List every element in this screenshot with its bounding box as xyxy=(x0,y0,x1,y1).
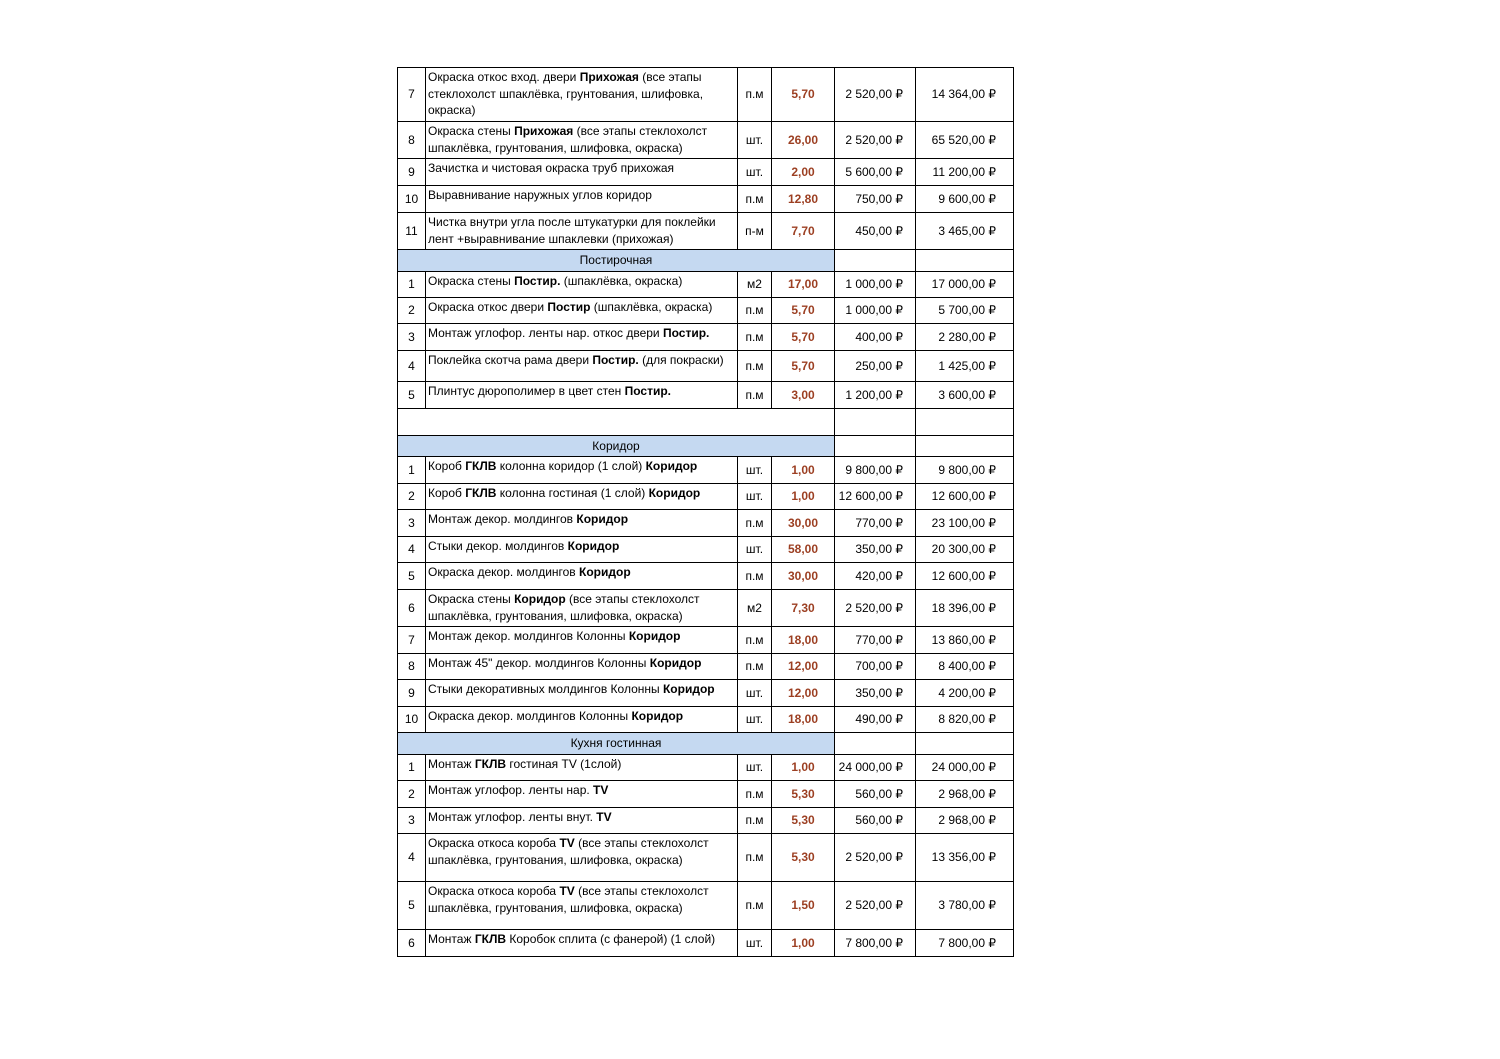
row-number: 1 xyxy=(398,457,426,484)
room-name: Прихожая xyxy=(579,70,639,84)
table-row xyxy=(398,680,1014,707)
description-text: (для покраски) xyxy=(638,353,724,367)
work-description xyxy=(426,755,738,781)
work-description xyxy=(426,654,738,680)
work-description xyxy=(426,834,738,882)
row-number: 2 xyxy=(398,484,426,510)
row-number: 4 xyxy=(398,351,426,382)
unit-cell: м2 xyxy=(738,272,772,298)
room-name: Постир xyxy=(547,300,591,314)
description-text: (шпаклёвка, окраска) xyxy=(590,300,713,314)
table-row xyxy=(398,930,1014,957)
row-number: 7 xyxy=(398,627,426,654)
blank-row xyxy=(398,409,1014,436)
price-cell: 560,00 ₽ xyxy=(835,808,916,834)
unit-cell: шт. xyxy=(738,755,772,781)
quantity-cell: 58,00 xyxy=(772,537,835,563)
row-number: 8 xyxy=(398,122,426,159)
work-description xyxy=(426,707,738,733)
description-text: гостиная TV (1слой) xyxy=(506,757,622,771)
row-number: 9 xyxy=(398,680,426,707)
room-name: Коридор xyxy=(576,512,629,526)
total-cell: 20 300,00 ₽ xyxy=(916,537,1014,563)
table-row xyxy=(398,298,1014,324)
row-number: 5 xyxy=(398,382,426,409)
room-name: Постир. xyxy=(624,384,671,398)
work-description xyxy=(426,213,738,250)
price-cell: 250,00 ₽ xyxy=(835,351,916,382)
table-row xyxy=(398,213,1014,250)
unit-cell: п-м xyxy=(738,213,772,250)
total-cell: 11 200,00 ₽ xyxy=(916,159,1014,186)
row-number: 7 xyxy=(398,68,426,122)
room-name: Коридор xyxy=(631,709,684,723)
room-name: Коридор xyxy=(662,682,715,696)
quantity-cell: 18,00 xyxy=(772,627,835,654)
description-text: Окраска стены xyxy=(428,274,515,288)
total-cell: 65 520,00 ₽ xyxy=(916,122,1014,159)
unit-cell: п.м xyxy=(738,68,772,122)
table-row xyxy=(398,324,1014,351)
description-text: Окраска стены xyxy=(428,124,515,138)
table-row xyxy=(398,755,1014,781)
work-description xyxy=(426,351,738,382)
description-text: Монтаж xyxy=(428,757,475,771)
table-row xyxy=(398,834,1014,882)
room-name: Коридор xyxy=(645,459,698,473)
table-row xyxy=(398,351,1014,382)
price-cell: 1 000,00 ₽ xyxy=(835,298,916,324)
row-number: 11 xyxy=(398,213,426,250)
total-cell: 12 600,00 ₽ xyxy=(916,484,1014,510)
estimate-rows xyxy=(398,68,1014,957)
work-description xyxy=(426,324,738,351)
estimate-table xyxy=(397,67,1014,957)
unit-cell: п.м xyxy=(738,510,772,537)
table-row xyxy=(398,382,1014,409)
price-cell: 770,00 ₽ xyxy=(835,510,916,537)
empty-cell xyxy=(835,436,916,457)
room-name: Прихожая xyxy=(514,124,574,138)
description-text: Монтаж углофор. ленты нар. откос двери xyxy=(428,326,663,340)
unit-cell: шт. xyxy=(738,930,772,957)
empty-cell xyxy=(916,250,1014,272)
description-text: Стыки декоративных молдингов Колонны xyxy=(428,682,663,696)
description-text: (все этапы стеклохолст шпаклёвка, грунтования, шлифовка, окраска) xyxy=(428,592,700,623)
row-number: 9 xyxy=(398,159,426,186)
total-cell: 9 600,00 ₽ xyxy=(916,186,1014,213)
room-name: TV xyxy=(559,884,575,898)
work-description xyxy=(426,298,738,324)
table-row xyxy=(398,68,1014,122)
quantity-cell: 5,30 xyxy=(772,834,835,882)
quantity-cell: 7,70 xyxy=(772,213,835,250)
description-text: Плинтус дюрополимер в цвет стен xyxy=(428,384,625,398)
price-cell: 450,00 ₽ xyxy=(835,213,916,250)
price-cell: 490,00 ₽ xyxy=(835,707,916,733)
unit-cell: шт. xyxy=(738,707,772,733)
description-text: Монтаж углофор. ленты нар. xyxy=(428,783,594,797)
unit-cell: шт. xyxy=(738,122,772,159)
table-row xyxy=(398,186,1014,213)
total-cell: 24 000,00 ₽ xyxy=(916,755,1014,781)
description-text: Окраска декор. молдингов xyxy=(428,565,580,579)
description-text: Короб xyxy=(428,486,466,500)
quantity-cell: 2,00 xyxy=(772,159,835,186)
total-cell: 8 820,00 ₽ xyxy=(916,707,1014,733)
table-row xyxy=(398,590,1014,627)
empty-cell xyxy=(916,733,1014,755)
description-text: Стыки декор. молдингов xyxy=(428,539,568,553)
section-header-row xyxy=(398,250,1014,272)
total-cell: 9 800,00 ₽ xyxy=(916,457,1014,484)
description-text: Окраска откоса короба xyxy=(428,836,560,850)
description-text: Монтаж 45" декор. молдингов Колонны xyxy=(428,656,650,670)
work-description xyxy=(426,882,738,930)
unit-cell: п.м xyxy=(738,351,772,382)
unit-cell: п.м xyxy=(738,627,772,654)
unit-cell: шт. xyxy=(738,537,772,563)
description-text: (все этапы стеклохолст шпаклёвка, грунтования, шлифовка, окраска) xyxy=(428,70,704,117)
total-cell: 13 860,00 ₽ xyxy=(916,627,1014,654)
unit-cell: шт. xyxy=(738,680,772,707)
section-header-row xyxy=(398,436,1014,457)
quantity-cell: 5,70 xyxy=(772,298,835,324)
work-description xyxy=(426,159,738,186)
row-number: 3 xyxy=(398,324,426,351)
table-row xyxy=(398,457,1014,484)
table-row xyxy=(398,808,1014,834)
quantity-cell: 1,50 xyxy=(772,882,835,930)
work-description xyxy=(426,122,738,159)
row-number: 2 xyxy=(398,298,426,324)
row-number: 1 xyxy=(398,272,426,298)
work-description xyxy=(426,68,738,122)
price-cell: 770,00 ₽ xyxy=(835,627,916,654)
quantity-cell: 5,30 xyxy=(772,781,835,808)
quantity-cell: 7,30 xyxy=(772,590,835,627)
description-text: (все этапы стеклохолст шпаклёвка, грунтования, шлифовка, окраска) xyxy=(428,124,708,155)
table-row xyxy=(398,707,1014,733)
unit-cell: п.м xyxy=(738,834,772,882)
table-row xyxy=(398,627,1014,654)
unit-cell: шт. xyxy=(738,484,772,510)
empty-cell xyxy=(916,409,1014,436)
description-text: Чистка внутри угла после штукатурки для поклейки лент +выравнивание шпаклевки (прихожая) xyxy=(428,215,716,246)
total-cell: 3 780,00 ₽ xyxy=(916,882,1014,930)
price-cell: 9 800,00 ₽ xyxy=(835,457,916,484)
work-description xyxy=(426,781,738,808)
unit-cell: п.м xyxy=(738,808,772,834)
room-name: ГКЛВ xyxy=(465,459,497,473)
row-number: 10 xyxy=(398,707,426,733)
total-cell: 18 396,00 ₽ xyxy=(916,590,1014,627)
unit-cell: м2 xyxy=(738,590,772,627)
total-cell: 3 465,00 ₽ xyxy=(916,213,1014,250)
table-row xyxy=(398,781,1014,808)
price-cell: 1 200,00 ₽ xyxy=(835,382,916,409)
price-cell: 12 600,00 ₽ xyxy=(835,484,916,510)
room-name: Постир. xyxy=(662,326,710,340)
section-header-row xyxy=(398,733,1014,755)
work-description xyxy=(426,680,738,707)
table-row xyxy=(398,510,1014,537)
room-name: TV xyxy=(559,836,575,850)
row-number: 10 xyxy=(398,186,426,213)
quantity-cell: 5,70 xyxy=(772,68,835,122)
room-name: ГКЛВ xyxy=(474,757,507,771)
description-text: Монтаж декор. молдингов Колонны xyxy=(428,629,629,643)
total-cell: 2 968,00 ₽ xyxy=(916,781,1014,808)
unit-cell: п.м xyxy=(738,654,772,680)
unit-cell: п.м xyxy=(738,382,772,409)
description-text: Поклейка скотча рама двери xyxy=(428,353,593,367)
table-row xyxy=(398,654,1014,680)
work-description xyxy=(426,930,738,957)
room-name: Коридор xyxy=(514,592,566,606)
unit-cell: п.м xyxy=(738,324,772,351)
total-cell: 3 600,00 ₽ xyxy=(916,382,1014,409)
row-number: 5 xyxy=(398,882,426,930)
row-number: 1 xyxy=(398,755,426,781)
section-title: Коридор xyxy=(398,436,835,457)
row-number: 6 xyxy=(398,930,426,957)
price-cell: 750,00 ₽ xyxy=(835,186,916,213)
work-description xyxy=(426,590,738,627)
section-title: Постирочная xyxy=(398,250,835,272)
table-row xyxy=(398,563,1014,590)
room-name: TV xyxy=(593,783,609,797)
quantity-cell: 5,70 xyxy=(772,324,835,351)
table-row xyxy=(398,484,1014,510)
description-text: Выравнивание наружных углов коридор xyxy=(428,188,652,202)
total-cell: 2 280,00 ₽ xyxy=(916,324,1014,351)
price-cell: 24 000,00 ₽ xyxy=(835,755,916,781)
description-text: Коробок сплита (с фанерой) (1 слой) xyxy=(506,932,716,946)
price-cell: 560,00 ₽ xyxy=(835,781,916,808)
row-number: 2 xyxy=(398,781,426,808)
room-name: Коридор xyxy=(649,656,702,670)
price-cell: 420,00 ₽ xyxy=(835,563,916,590)
empty-cell xyxy=(398,409,835,436)
description-text: Зачистка и чистовая окраска труб прихожая xyxy=(428,161,675,175)
description-text: (все этапы стеклохолст шпаклёвка, грунтования, шлифовка, окраска) xyxy=(428,884,709,915)
price-cell: 2 520,00 ₽ xyxy=(835,122,916,159)
empty-cell xyxy=(916,436,1014,457)
description-text: Окраска декор. молдингов Колонны xyxy=(428,709,632,723)
table-row xyxy=(398,122,1014,159)
quantity-cell: 12,00 xyxy=(772,654,835,680)
row-number: 5 xyxy=(398,563,426,590)
unit-cell: шт. xyxy=(738,159,772,186)
empty-cell xyxy=(835,733,916,755)
total-cell: 1 425,00 ₽ xyxy=(916,351,1014,382)
work-description xyxy=(426,627,738,654)
quantity-cell: 12,80 xyxy=(772,186,835,213)
work-description xyxy=(426,484,738,510)
row-number: 4 xyxy=(398,537,426,563)
price-cell: 2 520,00 ₽ xyxy=(835,882,916,930)
price-cell: 350,00 ₽ xyxy=(835,680,916,707)
total-cell: 8 400,00 ₽ xyxy=(916,654,1014,680)
description-text: Окраска откоса короба xyxy=(428,884,560,898)
work-description xyxy=(426,382,738,409)
total-cell: 2 968,00 ₽ xyxy=(916,808,1014,834)
row-number: 3 xyxy=(398,808,426,834)
empty-cell xyxy=(835,250,916,272)
work-description xyxy=(426,563,738,590)
room-name: TV xyxy=(596,810,612,824)
price-cell: 2 520,00 ₽ xyxy=(835,834,916,882)
quantity-cell: 1,00 xyxy=(772,755,835,781)
total-cell: 13 356,00 ₽ xyxy=(916,834,1014,882)
table-row xyxy=(398,272,1014,298)
total-cell: 17 000,00 ₽ xyxy=(916,272,1014,298)
price-cell: 2 520,00 ₽ xyxy=(835,68,916,122)
work-description xyxy=(426,537,738,563)
row-number: 8 xyxy=(398,654,426,680)
quantity-cell: 30,00 xyxy=(772,510,835,537)
total-cell: 5 700,00 ₽ xyxy=(916,298,1014,324)
room-name: Коридор xyxy=(648,486,701,500)
price-cell: 5 600,00 ₽ xyxy=(835,159,916,186)
room-name: ГКЛВ xyxy=(474,932,507,946)
quantity-cell: 12,00 xyxy=(772,680,835,707)
description-text: Короб xyxy=(428,459,466,473)
room-name: Коридор xyxy=(567,539,620,553)
price-cell: 400,00 ₽ xyxy=(835,324,916,351)
total-cell: 4 200,00 ₽ xyxy=(916,680,1014,707)
quantity-cell: 30,00 xyxy=(772,563,835,590)
table-row xyxy=(398,537,1014,563)
description-text: колонна гостиная (1 слой) xyxy=(496,486,649,500)
description-text: (шпаклёвка, окраска) xyxy=(560,274,683,288)
work-description xyxy=(426,272,738,298)
quantity-cell: 17,00 xyxy=(772,272,835,298)
quantity-cell: 26,00 xyxy=(772,122,835,159)
room-name: Коридор xyxy=(628,629,681,643)
room-name: Постир. xyxy=(514,274,561,288)
total-cell: 23 100,00 ₽ xyxy=(916,510,1014,537)
total-cell: 7 800,00 ₽ xyxy=(916,930,1014,957)
table-row xyxy=(398,159,1014,186)
quantity-cell: 1,00 xyxy=(772,457,835,484)
room-name: ГКЛВ xyxy=(465,486,497,500)
description-text: Монтаж xyxy=(428,932,475,946)
work-description xyxy=(426,808,738,834)
work-description xyxy=(426,510,738,537)
quantity-cell: 5,70 xyxy=(772,351,835,382)
unit-cell: п.м xyxy=(738,298,772,324)
total-cell: 14 364,00 ₽ xyxy=(916,68,1014,122)
description-text: Окраска стены xyxy=(428,592,515,606)
quantity-cell: 3,00 xyxy=(772,382,835,409)
work-description xyxy=(426,186,738,213)
section-title: Кухня гостинная xyxy=(398,733,835,755)
quantity-cell: 1,00 xyxy=(772,930,835,957)
unit-cell: п.м xyxy=(738,882,772,930)
price-cell: 2 520,00 ₽ xyxy=(835,590,916,627)
row-number: 4 xyxy=(398,834,426,882)
unit-cell: п.м xyxy=(738,563,772,590)
unit-cell: п.м xyxy=(738,781,772,808)
row-number: 6 xyxy=(398,590,426,627)
unit-cell: шт. xyxy=(738,457,772,484)
description-text: (все этапы стеклохолст шпаклёвка, грунтования, шлифовка, окраска) xyxy=(428,836,709,867)
quantity-cell: 18,00 xyxy=(772,707,835,733)
description-text: Монтаж углофор. ленты внут. xyxy=(428,810,597,824)
quantity-cell: 5,30 xyxy=(772,808,835,834)
unit-cell: п.м xyxy=(738,186,772,213)
room-name: Коридор xyxy=(579,565,631,579)
table-row xyxy=(398,882,1014,930)
quantity-cell: 1,00 xyxy=(772,484,835,510)
work-description xyxy=(426,457,738,484)
total-cell: 12 600,00 ₽ xyxy=(916,563,1014,590)
description-text: Монтаж декор. молдингов xyxy=(428,512,577,526)
price-cell: 7 800,00 ₽ xyxy=(835,930,916,957)
row-number: 3 xyxy=(398,510,426,537)
price-cell: 350,00 ₽ xyxy=(835,537,916,563)
description-text: колонна коридор (1 слой) xyxy=(496,459,646,473)
description-text: Окраска откос двери xyxy=(428,300,548,314)
empty-cell xyxy=(835,409,916,436)
price-cell: 700,00 ₽ xyxy=(835,654,916,680)
description-text: Окраска откос вход. двери xyxy=(428,70,580,84)
room-name: Постир. xyxy=(592,353,639,367)
price-cell: 1 000,00 ₽ xyxy=(835,272,916,298)
